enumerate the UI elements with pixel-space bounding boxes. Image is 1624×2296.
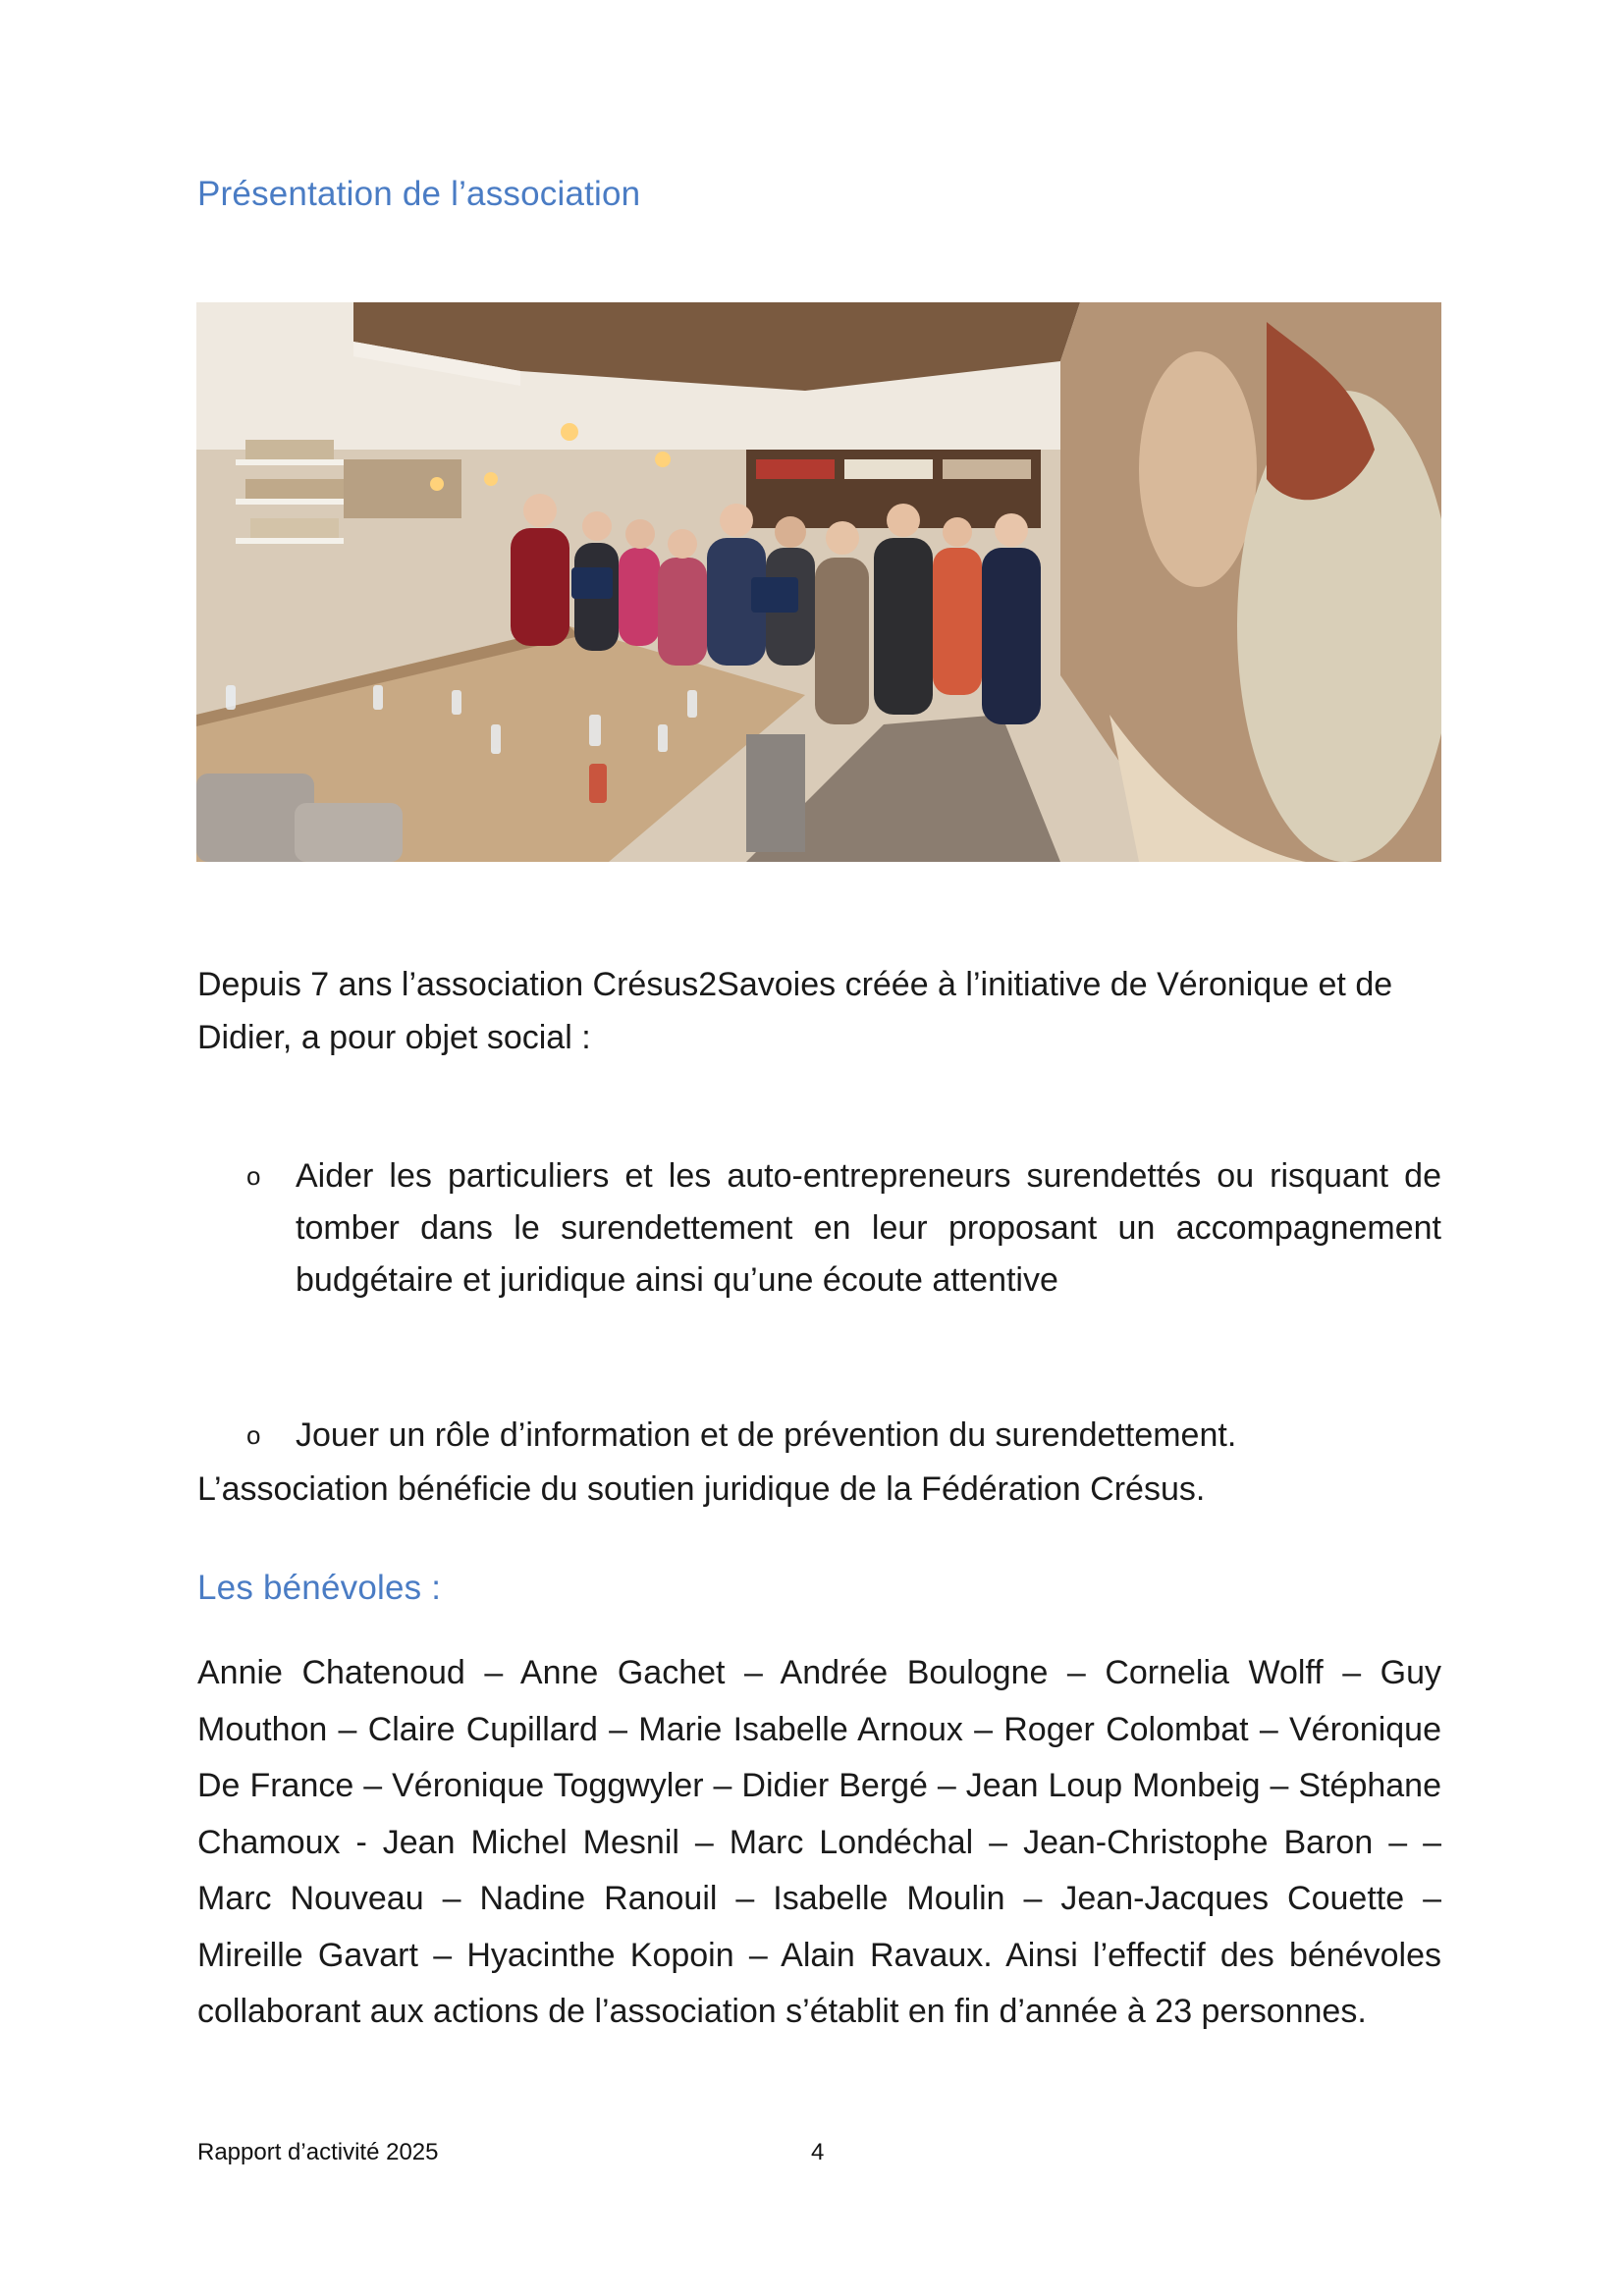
- section-title: Présentation de l’association: [197, 175, 641, 213]
- group-photo: [196, 302, 1441, 862]
- footer-report-title: Rapport d’activité 2025: [197, 2139, 439, 2165]
- list-item: [197, 1150, 1441, 1307]
- volunteers-paragraph: Annie Chatenoud – Anne Gachet – Andrée Boulogne – Cornelia Wolff – Guy Mouthon – Claire Cupillard – Marie Isabelle Arnoux – Roger Colombat – Véronique De France – Véronique Toggwyler – Didier Bergé – Jean Loup Monbeig – Stéphane Chamoux - Jean Michel Mesnil – Marc Londéchal – Jean-Christophe Baron – – Marc Nouveau – Nadine Ranouil – Isabelle Moulin – Jean-Jacques Couette – Mireille Gavart – Hyacinthe Kopoin – Alain Ravaux. Ainsi l’effectif des bénévoles collaborant aux actions de l’association s’établit en fin d’année à 23 personnes.: [197, 1654, 1441, 2030]
- objectives-list-2: [197, 1410, 1441, 1462]
- bullet-text: Aider les particuliers et les auto-entrepreneurs surendettés ou risquant de tomber dans le surendettement en leur proposant un accompagnement budgétaire et juridique ainsi qu’une écoute attentive: [296, 1157, 1441, 1299]
- bullet-text: Jouer un rôle d’information et de prévention du surendettement.: [296, 1416, 1237, 1454]
- list-item: [197, 1410, 1441, 1462]
- bullet-marker: o: [246, 1161, 261, 1191]
- volunteers-title: Les bénévoles :: [197, 1569, 442, 1607]
- page-number: 4: [811, 2139, 825, 2165]
- support-paragraph: L’association bénéficie du soutien juridique de la Fédération Crésus.: [197, 1470, 1206, 1508]
- intro-paragraph: Depuis 7 ans l’association Crésus2Savoies créée à l’initiative de Véronique et de Didier, a pour objet social :: [197, 966, 1393, 1056]
- bullet-marker: o: [246, 1420, 261, 1450]
- objectives-list: [197, 1150, 1441, 1307]
